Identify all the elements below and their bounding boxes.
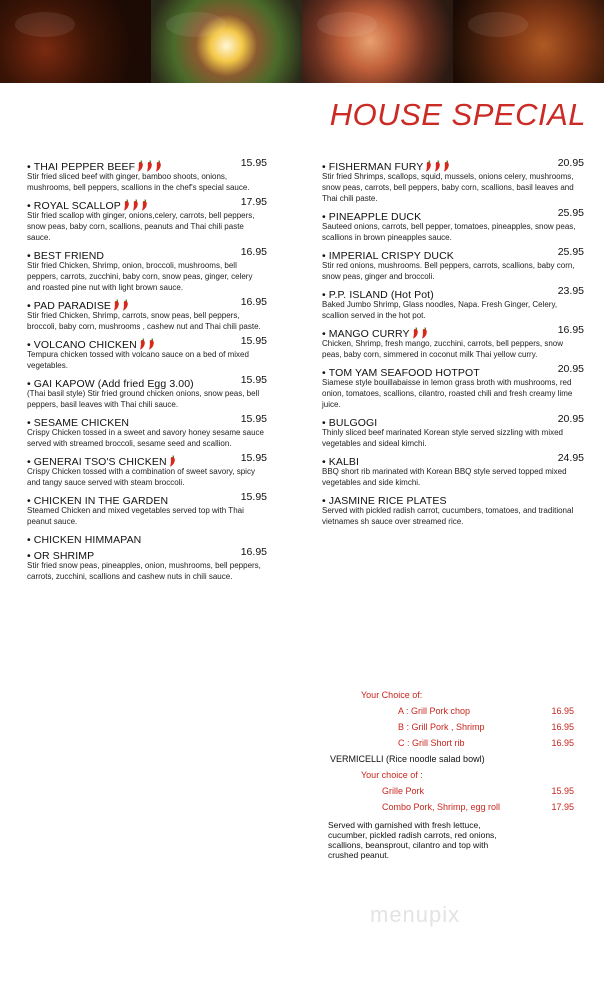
menu-item bbox=[27, 546, 267, 582]
menu-item-description: Stir fried Chicken, Shrimp, onion, broccoli, mushrooms, bell peppers, carrots, zucchini, baby corn, snow peas, ginger, celery and roasted pine nut with light brown sauce. bbox=[27, 261, 253, 292]
fried-chicken-photo bbox=[453, 0, 604, 83]
menu-item-name bbox=[27, 417, 129, 429]
bullet-icon: • bbox=[322, 289, 326, 301]
menu-item bbox=[27, 296, 267, 332]
menu-item-name-text: TOM YAM SEAFOOD HOTPOT bbox=[328, 367, 480, 379]
menu-item-name-text: THAI PEPPER BEEF bbox=[33, 161, 136, 173]
menu-item-price: 17.95 bbox=[240, 196, 267, 208]
menu-item-price: 15.95 bbox=[240, 374, 267, 386]
chili-pepper-icon bbox=[412, 327, 419, 339]
menu-item-description: Sauteed onions, carrots, bell pepper, tomatoes, pineapples, snow peas, scallions in brown pineapples sauce. bbox=[322, 222, 576, 242]
menu-item bbox=[27, 196, 267, 243]
menu-item-description: Stir fried scallop with ginger, onions,celery, carrots, bell peppers, snow peas, baby corn, scallions, peanuts and Thai chili paste sauce. bbox=[27, 211, 255, 242]
menu-item-name-text: GAI KAPOW (Add fried Egg 3.00) bbox=[33, 378, 194, 390]
menu-item-price: 15.95 bbox=[240, 157, 267, 169]
jasmine-option-price: 16.95 bbox=[551, 722, 574, 732]
menu-item-name-text: CHICKEN IN THE GARDEN bbox=[33, 495, 169, 507]
menu-item-name-text: BEST FRIEND bbox=[33, 250, 105, 262]
menu-item-description: Thinly sliced beef marinated Korean style served sizzling with mixed vegetables and sideal kimchi. bbox=[322, 428, 563, 448]
chili-pepper-icon bbox=[123, 199, 130, 211]
menu-item-name-text: OR SHRIMP bbox=[33, 550, 95, 562]
bullet-icon: • bbox=[27, 550, 31, 562]
vermicelli-option-label: Grille Pork bbox=[382, 786, 425, 796]
menu-item bbox=[322, 207, 584, 243]
vermicelli-option-label: Combo Pork, Shrimp, egg roll bbox=[382, 802, 501, 812]
menu-item-name bbox=[322, 289, 434, 301]
menu-item-price: 15.95 bbox=[240, 452, 267, 464]
menupix-watermark: menupix bbox=[370, 902, 461, 927]
menu-item bbox=[27, 530, 267, 546]
bullet-icon: • bbox=[322, 367, 326, 379]
bullet-icon: • bbox=[322, 161, 326, 173]
vermicelli-option-price: 15.95 bbox=[551, 786, 574, 796]
chili-pepper-icon bbox=[425, 160, 432, 172]
vermicelli-heading: VERMICELLI (Rice noodle salad bowl) bbox=[330, 754, 485, 764]
chili-pepper-icon bbox=[155, 160, 162, 172]
vermicelli-option bbox=[382, 802, 578, 818]
menu-item-price: 23.95 bbox=[557, 285, 584, 297]
menu-item-price: 16.95 bbox=[557, 324, 584, 336]
bullet-icon: • bbox=[322, 328, 326, 340]
bullet-icon: • bbox=[27, 534, 31, 546]
menu-item-name-text: FISHERMAN FURY bbox=[328, 161, 424, 173]
menu-item-name-text: BULGOGI bbox=[328, 417, 378, 429]
chili-pepper-icon bbox=[434, 160, 441, 172]
menu-item bbox=[322, 324, 584, 360]
bullet-icon: • bbox=[27, 417, 31, 429]
menu-item-description: Chicken, Shrimp, fresh mango, zucchini, carrots, bell peppers, snow peas, baby corn, simmered in coconut milk Thai yellow curry. bbox=[322, 339, 563, 359]
menu-item-description: Stir fried sliced beef with ginger, bamboo shoots, onions, mushrooms, bell peppers, scallions in the chef's special sauce. bbox=[27, 172, 250, 192]
chili-pepper-icon bbox=[443, 160, 450, 172]
menu-item-name-text: PINEAPPLE DUCK bbox=[328, 211, 422, 223]
left-menu-column bbox=[27, 157, 267, 585]
menu-item-price: 25.95 bbox=[557, 246, 584, 258]
chili-pepper-icon bbox=[146, 160, 153, 172]
menu-item-name bbox=[322, 211, 421, 223]
jasmine-choice-heading: Your Choice of: bbox=[361, 690, 423, 700]
menu-item-description: Baked Jumbo Shrimp, Glass noodles, Napa. Fresh Ginger, Celery, scallion served in the hot pot. bbox=[322, 300, 558, 320]
chili-pepper-icon bbox=[148, 338, 155, 350]
menu-item-name-text: KALBI bbox=[328, 456, 360, 468]
menu-item-name-text: VOLCANO CHICKEN bbox=[33, 339, 137, 351]
menu-item bbox=[322, 157, 584, 204]
menu-item-name-text: P.P. ISLAND (Hot Pot) bbox=[328, 289, 434, 301]
menu-item-name bbox=[27, 250, 104, 262]
bullet-icon: • bbox=[322, 456, 326, 468]
bullet-icon: • bbox=[322, 417, 326, 429]
menu-item-price: 16.95 bbox=[240, 296, 267, 308]
menu-item-name-text: JASMINE RICE PLATES bbox=[328, 495, 447, 507]
menu-item bbox=[322, 363, 584, 410]
jasmine-option bbox=[398, 722, 578, 738]
menu-item-price: 20.95 bbox=[557, 157, 584, 169]
jasmine-option-label: A : Grill Pork chop bbox=[398, 706, 471, 716]
bullet-icon: • bbox=[27, 378, 31, 390]
chili-pepper-icon bbox=[122, 299, 129, 311]
menu-item-name bbox=[27, 200, 148, 212]
menu-item-description: Stir red onions, mushrooms. Bell peppers, carrots, scallions, baby corn, snow peas, ginger and broccoli. bbox=[322, 261, 575, 281]
seafood-dish-photo bbox=[302, 0, 453, 83]
menu-item-name bbox=[27, 550, 94, 562]
bullet-icon: • bbox=[27, 300, 31, 312]
menu-item bbox=[322, 413, 584, 449]
jasmine-option-label: C : Grill Short rib bbox=[398, 738, 465, 748]
menu-item-description: Siamese style bouillabaisse in lemon grass broth with mushrooms, red onion, tomatoes, scallions, cilantro, roasted chili and fresh creamy lime juice. bbox=[322, 378, 573, 409]
menu-item-name bbox=[322, 456, 359, 468]
bullet-icon: • bbox=[27, 250, 31, 262]
bullet-icon: • bbox=[27, 495, 31, 507]
menu-item-name-text: GENERAI TSO'S CHICKEN bbox=[33, 456, 167, 468]
menu-item-price: 15.95 bbox=[240, 413, 267, 425]
menu-item-name-text: PAD PARADISE bbox=[33, 300, 112, 312]
menu-item-name bbox=[322, 161, 450, 173]
menu-item bbox=[27, 374, 267, 410]
menu-item-price: 24.95 bbox=[557, 452, 584, 464]
menu-item-name bbox=[322, 328, 428, 340]
chili-pepper-icon bbox=[169, 455, 176, 467]
menu-item-name bbox=[27, 339, 155, 351]
menu-item-name bbox=[27, 161, 162, 173]
bullet-icon: • bbox=[27, 456, 31, 468]
page-title: HOUSE SPECIAL bbox=[329, 97, 586, 132]
menu-item bbox=[322, 246, 584, 282]
jasmine-option-price: 16.95 bbox=[551, 706, 574, 716]
menu-item-name bbox=[322, 367, 480, 379]
menu-item-name bbox=[27, 300, 129, 312]
menu-item bbox=[27, 452, 267, 488]
bullet-icon: • bbox=[27, 339, 31, 351]
menu-item-name bbox=[322, 417, 377, 429]
menu-item-price: 20.95 bbox=[557, 413, 584, 425]
jasmine-option-price: 16.95 bbox=[551, 738, 574, 748]
menu-item-price: 16.95 bbox=[240, 246, 267, 258]
menu-item bbox=[27, 335, 267, 371]
menu-item-name-text: MANGO CURRY bbox=[328, 328, 410, 340]
menu-item-name bbox=[27, 534, 141, 546]
menu-item-description: Steamed Chicken and mixed vegetables served top with Thai peanut sauce. bbox=[27, 506, 244, 526]
chili-pepper-icon bbox=[139, 338, 146, 350]
chili-pepper-icon bbox=[113, 299, 120, 311]
bullet-icon: • bbox=[27, 161, 31, 173]
menu-item-price: 16.95 bbox=[240, 546, 267, 558]
right-menu-column bbox=[322, 157, 584, 530]
vermicelli-option-price: 17.95 bbox=[551, 802, 574, 812]
menu-item-name bbox=[27, 378, 194, 390]
bullet-icon: • bbox=[322, 211, 326, 223]
menu-item bbox=[322, 285, 584, 321]
menu-item bbox=[27, 246, 267, 293]
menu-item-description: (Thai basil style) Stir fried ground chicken onions, snow peas, bell peppers, basil leaves with Thai chili sauce. bbox=[27, 389, 260, 409]
menu-item-price: 20.95 bbox=[557, 363, 584, 375]
jasmine-option-label: B : Grill Pork , Shrimp bbox=[398, 722, 485, 732]
menu-item-name bbox=[27, 495, 168, 507]
menu-item-description: Crispy Chicken tossed with a combination of sweet savory, spicy and tangy sauce served with steam broccoli. bbox=[27, 467, 255, 487]
jasmine-option bbox=[398, 706, 578, 722]
menu-item-description: Served with pickled radish carrot, cucumbers, tomatoes, and traditional vietnames sh sauce over streamed rice. bbox=[322, 506, 574, 526]
menu-item-name-text: IMPERIAL CRISPY DUCK bbox=[328, 250, 454, 262]
menu-item-description: Stir fried snow peas, pineapples, onion, mushrooms, bell peppers, carrots, zucchini, scallions and cashew nuts in chili sauce. bbox=[27, 561, 261, 581]
menu-item-price: 25.95 bbox=[557, 207, 584, 219]
menu-item-price: 15.95 bbox=[240, 491, 267, 503]
menu-item-name bbox=[322, 250, 454, 262]
menu-item-description: Stir fried Chicken, Shrimp, carrots, snow peas, bell peppers, broccoli, baby corn, mushrooms , cashew nut and Thai chili paste. bbox=[27, 311, 261, 331]
bullet-icon: • bbox=[322, 250, 326, 262]
vermicelli-note: Served with garnished with fresh lettuce, cucumber, pickled radish carrots, red onions, scallions, beansprout, cilantro and top with crushed peanut. bbox=[328, 820, 497, 860]
menu-item-name-text: CHICKEN HIMMAPAN bbox=[33, 534, 142, 546]
menu-item-description: Crispy Chicken tossed in a sweet and savory honey sesame sauce served with streamed broccoli, sesame seed and scallion. bbox=[27, 428, 265, 448]
menu-item-name bbox=[322, 495, 447, 507]
chili-pepper-icon bbox=[421, 327, 428, 339]
menu-item bbox=[322, 452, 584, 488]
menu-item-name bbox=[27, 456, 176, 468]
menu-item-description: Tempura chicken tossed with volcano sauce on a bed of mixed vegetables. bbox=[27, 350, 249, 370]
jasmine-option bbox=[398, 738, 578, 754]
chili-pepper-icon bbox=[137, 160, 144, 172]
vermicelli-option bbox=[382, 786, 578, 802]
bullet-icon: • bbox=[322, 495, 326, 507]
menu-item-description: Stir fried Shrimps, scallops, squid, mussels, onions celery, mushrooms, snow peas, carrots, bell peppers, baby corn, scallions, basil leaves and Thai chili paste. bbox=[322, 172, 574, 203]
menu-item-price: 15.95 bbox=[240, 335, 267, 347]
menu-item bbox=[27, 413, 267, 449]
menu-item bbox=[322, 491, 584, 527]
rice-plate-and-vermicelli-options bbox=[328, 690, 578, 860]
menu-item bbox=[27, 491, 267, 527]
bullet-icon: • bbox=[27, 200, 31, 212]
menu-item-description: BBQ short rib marinated with Korean BBQ style served topped mixed vegetables and side kimchi. bbox=[322, 467, 567, 487]
menu-item bbox=[27, 157, 267, 193]
grilled-meat-photo bbox=[0, 0, 151, 83]
bibimbap-egg-photo bbox=[151, 0, 302, 83]
chili-pepper-icon bbox=[141, 199, 148, 211]
menu-item-name-text: ROYAL SCALLOP bbox=[33, 200, 121, 212]
food-photo-strip bbox=[0, 0, 604, 83]
menu-item-name-text: SESAME CHICKEN bbox=[33, 417, 130, 429]
chili-pepper-icon bbox=[132, 199, 139, 211]
vermicelli-choice-heading: Your choice of : bbox=[361, 770, 423, 780]
